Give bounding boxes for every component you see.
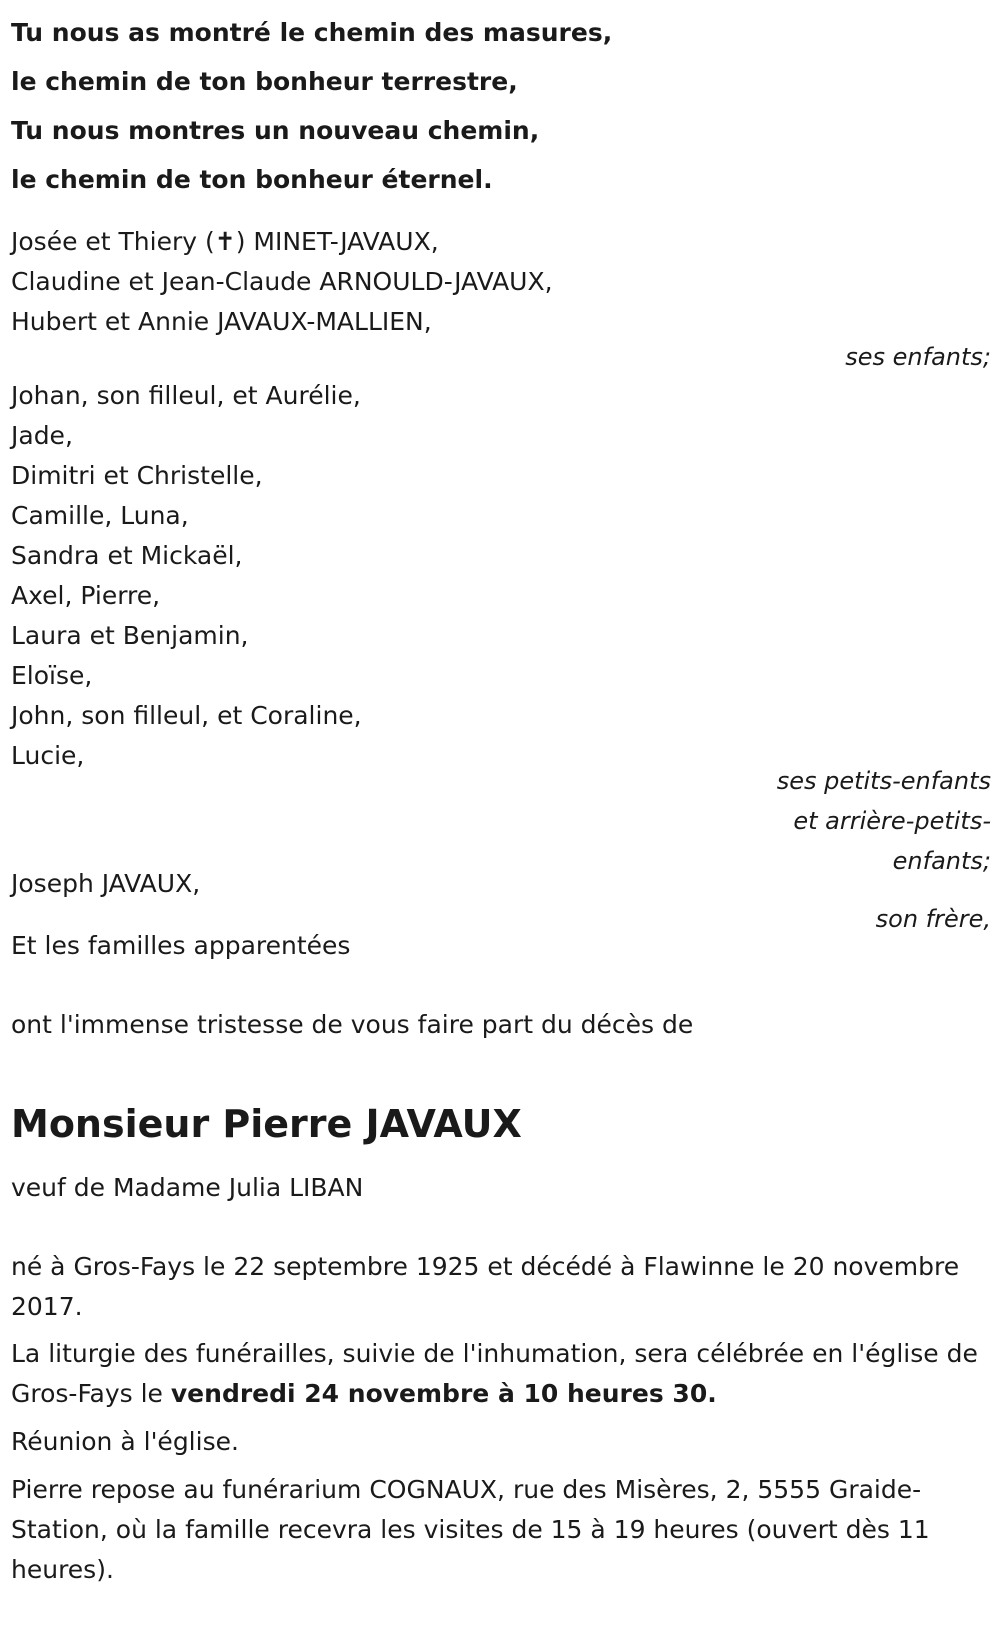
grandchild-name: Jade,: [11, 421, 73, 450]
grandchild-name: Sandra et Mickaël,: [11, 541, 243, 570]
meeting-paragraph: Réunion à l'église.: [11, 1427, 239, 1456]
liturgy-paragraph: [11, 1334, 986, 1414]
birth-death-paragraph: né à Gros-Fays le 22 septembre 1925 et décédé à Flawinne le 20 novembre 2017.: [11, 1252, 960, 1321]
brother-role: son frère,: [875, 905, 991, 933]
grandchild-name: Axel, Pierre,: [11, 581, 161, 610]
poem-line: le chemin de ton bonheur éternel.: [11, 165, 493, 194]
poem-line: Tu nous montres un nouveau chemin,: [11, 116, 540, 145]
children-list: [11, 222, 553, 342]
grandchild-name: Laura et Benjamin,: [11, 621, 249, 650]
grandchildren-role-line: et arrière-petits-: [793, 807, 991, 835]
poem-line: Tu nous as montré le chemin des masures,: [11, 18, 613, 47]
grandchildren-role: [777, 761, 991, 881]
children-role: ses enfants;: [845, 343, 991, 371]
visits-paragraph: Pierre repose au funérarium COGNAUX, rue des Misères, 2, 5555 Graide-Station, où la famille recevra les visites de 15 à 19 heures (ouvert dès 11 heures).: [11, 1475, 930, 1584]
child-name: Claudine et Jean-Claude ARNOULD-JAVAUX,: [11, 267, 553, 296]
liturgy-date: vendredi 24 novembre à 10 heures 30.: [170, 1379, 717, 1408]
brother-name: Joseph JAVAUX,: [11, 869, 201, 898]
grandchild-name: Dimitri et Christelle,: [11, 461, 263, 490]
grandchildren-role-line: enfants;: [892, 847, 991, 875]
widower-line: veuf de Madame Julia LIBAN: [11, 1173, 364, 1202]
grandchild-name: Johan, son filleul, et Aurélie,: [11, 381, 361, 410]
announcement-line: ont l'immense tristesse de vous faire part du décès de: [11, 1010, 694, 1039]
child-name: Hubert et Annie JAVAUX-MALLIEN,: [11, 307, 432, 336]
grandchild-name: John, son filleul, et Coraline,: [11, 701, 362, 730]
grandchildren-role-line: ses petits-enfants: [776, 767, 991, 795]
child-name: Josée et Thiery (✝) MINET-JAVAUX,: [11, 227, 439, 256]
liturgy-text: La liturgie des funérailles, suivie de l'inhumation, sera célébrée en l'église de Gros-Fays le: [11, 1339, 978, 1408]
grandchild-name: Lucie,: [11, 741, 85, 770]
families-line: Et les familles apparentées: [11, 931, 351, 960]
grandchild-name: Eloïse,: [11, 661, 93, 690]
deceased-name: Monsieur Pierre JAVAUX: [11, 1102, 522, 1146]
poem: [11, 8, 612, 204]
grandchild-name: Camille, Luna,: [11, 501, 189, 530]
poem-line: le chemin de ton bonheur terrestre,: [11, 67, 518, 96]
grandchildren-list: [11, 376, 362, 776]
